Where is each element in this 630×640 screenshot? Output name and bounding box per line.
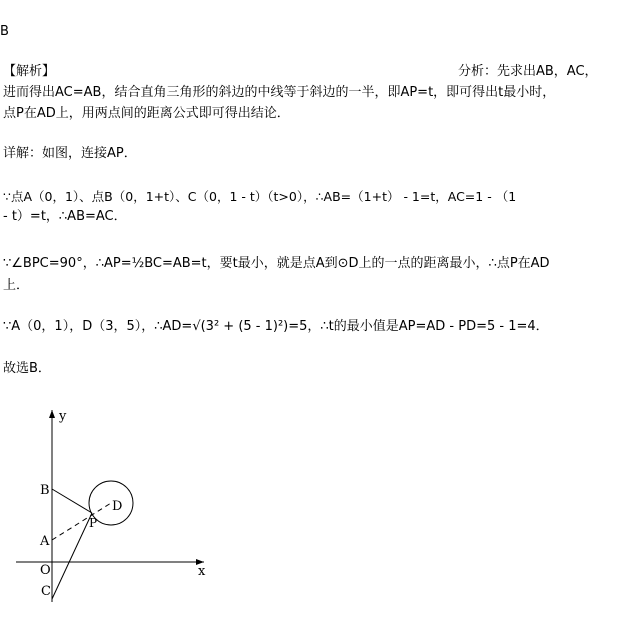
analysis-intro: 分析：先求出AB，AC， <box>458 64 598 79</box>
detail-line-6: ∵A（0，1），D（3，5），∴AD=√(3² + (5 - 1)²)=5，∴t的最小值是AP=AD - PD=5 - 1=4． <box>3 319 549 334</box>
detail-line-3: - t）=t，∴AB=AC． <box>3 209 127 224</box>
detail-line-1: 详解：如图，连接AP． <box>3 146 137 161</box>
y-axis-arrow <box>49 410 55 418</box>
analysis-heading: 【解析】 <box>3 64 56 79</box>
detail-line-2: ∵点A（0，1）、点B（0，1+t）、C（0，1 - t）（t>0），∴AB=（1+t） - 1=t，AC=1 - （1 <box>3 189 517 204</box>
detail-line-5: 上． <box>3 278 30 293</box>
segment-bp <box>52 489 92 513</box>
label-x: x <box>198 564 206 579</box>
label-c: C <box>41 584 51 599</box>
label-b: B <box>40 483 50 498</box>
analysis-line-3: 点P在AD上，用两点间的距离公式即可得出结论． <box>3 106 290 121</box>
segment-cp <box>52 513 92 599</box>
answer-label: B <box>0 24 9 39</box>
label-a: A <box>40 534 50 549</box>
label-o: O <box>40 563 51 578</box>
analysis-line-2: 进而得出AC=AB，结合直角三角形的斜边的中线等于斜边的一半，即AP=t，即可得出t最小时， <box>3 85 556 100</box>
detail-line-7: 故选B． <box>3 361 51 376</box>
detail-line-4: ∵∠BPC=90°，∴AP=½BC=AB=t，要t最小，就是点A到⊙D上的一点的距离最小，∴点P在AD <box>3 256 550 271</box>
label-p: P <box>89 516 98 530</box>
label-d: D <box>112 499 123 514</box>
label-y: y <box>59 409 67 424</box>
